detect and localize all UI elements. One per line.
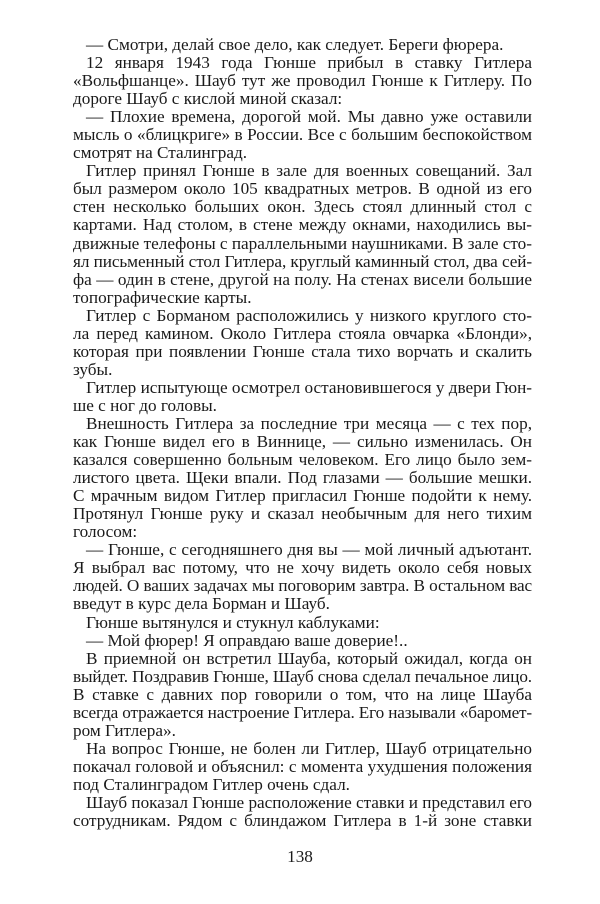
text-line: которая при появлении Гюнше стала тихо ворчать и скалить <box>73 341 532 361</box>
text-line: Гитлер испытующе осмотрел остановившегося у двери Гюн- <box>86 377 532 397</box>
text-line: стен несколько больших окон. Здесь стоял длинный стол с <box>73 197 532 217</box>
text-line: покачал головой и объяснил: с момента ухудшения положения <box>73 756 532 776</box>
text-line: Протянул Гюнше руку и сказал необычным для него тихим <box>73 504 532 524</box>
text-line: ла перед камином. Около Гитлера стояла овчарка «Блонди», <box>73 323 532 343</box>
text-line: листого цвета. Щеки впали. Под глазами — большие мешки. <box>73 468 532 488</box>
text-line: ял письменный стол Гитлера, круглый каминный стол, два сей- <box>73 251 533 271</box>
text-line: людей. О ваших задачах мы поговорим завтра. В остальном вас <box>73 576 532 596</box>
text-line: голосом: <box>73 522 138 542</box>
text-line: всегда отражается настроение Гитлера. Его называли «баромет- <box>73 702 532 722</box>
text-line: дороге Шауб с кислой миной сказал: <box>73 89 343 109</box>
text-line: сотрудникам. Рядом с блиндажом Гитлера в 1-й зоне ставки <box>73 811 532 831</box>
text-line: В приемной он встретил Шауба, который ожидал, когда он <box>86 648 532 668</box>
text-line: картами. Над столом, в стене между окнами, находились вы- <box>73 215 532 235</box>
text-line: под Сталинградом Гитлер очень сдал. <box>73 774 350 794</box>
page-number: 138 <box>287 847 313 866</box>
text-line: ше с ног до головы. <box>73 395 217 415</box>
text-line: 12 января 1943 года Гюнше прибыл в ставку Гитлера <box>86 53 532 73</box>
text-line: Я выбрал вас потому, что не хочу видеть около себя новых <box>73 558 532 578</box>
text-line: — Плохие времена, дорогой мой. Мы давно уже оставили <box>86 107 532 127</box>
text-line: ром Гитлера». <box>73 720 176 740</box>
text-line: — Гюнше, с сегодняшнего дня вы — мой личный адъютант. <box>86 540 532 560</box>
text-line: «Вольфшанце». Шауб тут же проводил Гюнше к Гитлеру. По <box>73 71 532 91</box>
text-line: выйдет. Поздравив Гюнше, Шауб снова сделал печальное лицо. <box>73 666 532 686</box>
body-text <box>73 36 532 830</box>
text-line: смотрят на Сталинград. <box>73 143 248 163</box>
text-line: На вопрос Гюнше, не болен ли Гитлер, Шауб отрицательно <box>86 738 532 758</box>
text-line: — Мой фюрер! Я оправдаю ваше доверие!.. <box>86 630 408 650</box>
text-line: мысль о «блицкриге» в России. Все с большим беспокойством <box>73 125 532 145</box>
text-line: Шауб показал Гюнше расположение ставки и представил его <box>86 792 532 812</box>
text-line: Гитлер принял Гюнше в зале для военных совещаний. Зал <box>86 161 532 181</box>
text-line: Внешность Гитлера за последние три месяца — с тех пор, <box>86 413 532 433</box>
text-line: Гюнше вытянулся и стукнул каблуками: <box>86 612 380 632</box>
text-line: был размером около 105 квадратных метров. В одной из его <box>73 179 532 199</box>
text-line: введут в курс дела Борман и Шауб. <box>73 594 330 614</box>
text-line: топографические карты. <box>73 287 252 307</box>
text-line: В ставке с давних пор говорили о том, что на лице Шауба <box>73 684 532 704</box>
text-line: как Гюнше видел его в Виннице, — сильно изменилась. Он <box>73 432 532 452</box>
text-line: движные телефоны с параллельными наушниками. В зале сто- <box>73 233 533 253</box>
text-line: зубы. <box>73 359 113 379</box>
text-line: казался совершенно больным человеком. Его лицо было зем- <box>73 450 532 470</box>
text-line: — Смотри, делай свое дело, как следует. Береги фюрера. <box>86 35 504 54</box>
text-line: С мрачным видом Гитлер пригласил Гюнше подойти к нему. <box>73 486 532 506</box>
text-line: Гитлер с Борманом расположились у низкого круглого сто- <box>86 305 532 325</box>
text-line: фа — один в стене, другой на полу. На стенах висели большие <box>73 269 532 289</box>
